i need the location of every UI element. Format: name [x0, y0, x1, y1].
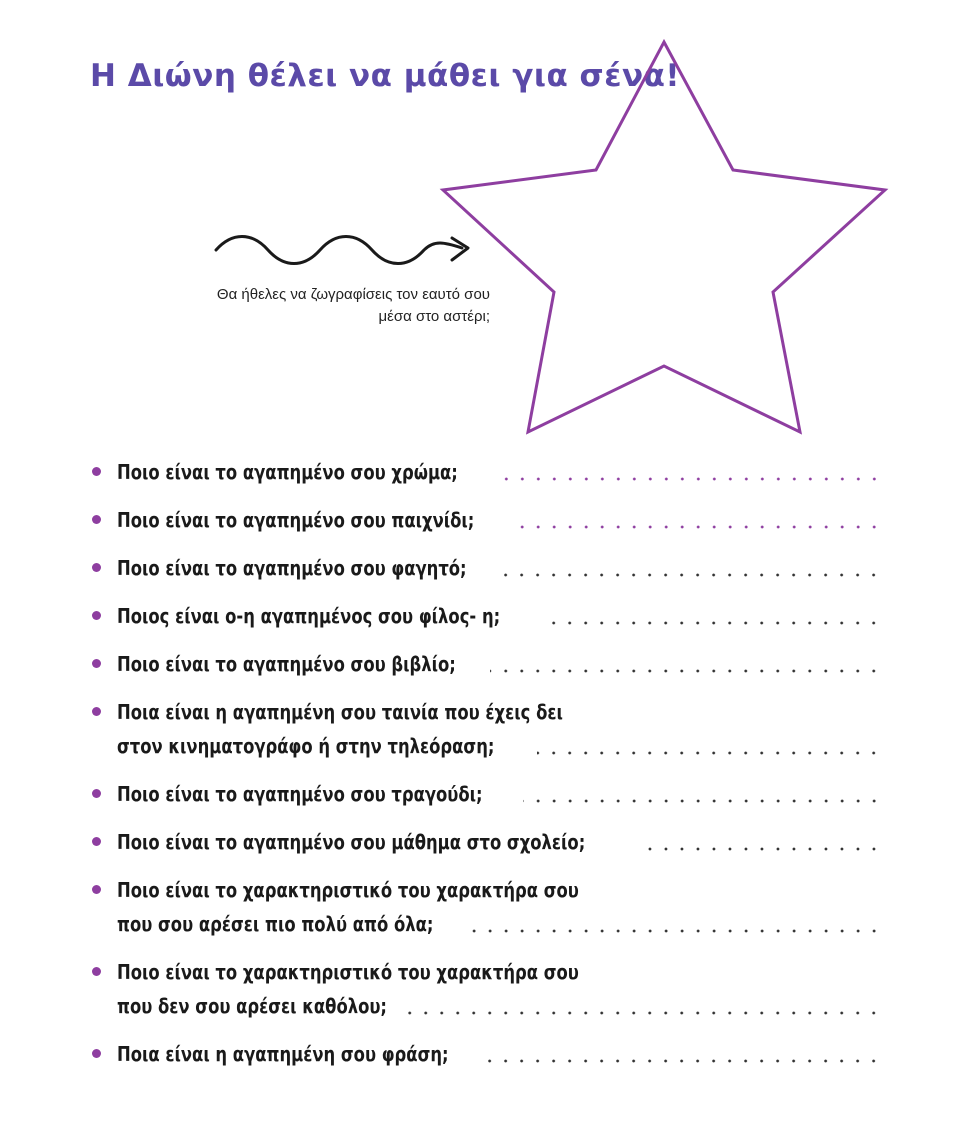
prompt-line-2: μέσα στο αστέρι;	[378, 308, 490, 325]
question-text: Ποιο είναι το αγαπημένο σου παιχνίδι;	[117, 508, 475, 532]
question-item	[92, 455, 882, 489]
question-item	[92, 955, 882, 1023]
question-text: στον κινηματογράφο ή στην τηλεόραση;	[117, 734, 495, 758]
question-body	[117, 551, 882, 585]
answer-row	[117, 825, 882, 859]
answer-dotted-line[interactable]	[481, 1059, 882, 1063]
bullet-dot-icon	[92, 707, 101, 716]
answer-dotted-line[interactable]	[463, 929, 882, 933]
answer-dotted-line[interactable]	[503, 573, 882, 577]
question-body	[117, 1037, 882, 1071]
answer-row	[117, 647, 882, 681]
answer-row	[117, 729, 882, 763]
bullet-dot-icon	[92, 837, 101, 846]
question-item	[92, 695, 882, 763]
bullet-dot-icon	[92, 659, 101, 668]
bullet-dot-icon	[92, 885, 101, 894]
bullet-dot-icon	[92, 563, 101, 572]
question-item	[92, 1037, 882, 1071]
answer-row	[117, 907, 882, 941]
answer-row	[117, 989, 882, 1023]
question-text: Ποιο είναι το χαρακτηριστικό του χαρακτήρα σου	[117, 878, 579, 902]
question-item	[92, 503, 882, 537]
question-body	[117, 955, 882, 1023]
question-body	[117, 873, 882, 941]
bullet-dot-icon	[92, 1049, 101, 1058]
question-item	[92, 647, 882, 681]
question-text: που σου αρέσει πιο πολύ από όλα;	[117, 912, 434, 936]
question-text: Ποιος είναι ο-η αγαπημένος σου φίλος- η;	[117, 604, 501, 628]
answer-dotted-line[interactable]	[544, 621, 882, 625]
bullet-dot-icon	[92, 789, 101, 798]
bullet-dot-icon	[92, 467, 101, 476]
question-body	[117, 777, 882, 811]
answer-dotted-line[interactable]	[523, 799, 882, 803]
question-item	[92, 551, 882, 585]
answer-row	[117, 455, 882, 489]
answer-row	[117, 503, 882, 537]
answer-dotted-line[interactable]	[648, 847, 882, 851]
question-text: Ποιο είναι το αγαπημένο σου φαγητό;	[117, 556, 467, 580]
question-text: Ποιο είναι το χαρακτηριστικό του χαρακτήρα σου	[117, 960, 579, 984]
star-outline-icon[interactable]	[430, 30, 900, 440]
answer-dotted-line[interactable]	[537, 751, 882, 755]
bullet-dot-icon	[92, 515, 101, 524]
page-title: Η Διώνη θέλει να μάθει για σένα!	[90, 58, 680, 94]
prompt-line-1: Θα ήθελες να ζωγραφίσεις τον εαυτό σου	[216, 286, 490, 303]
question-text: Ποιο είναι το αγαπημένο σου χρώμα;	[117, 460, 458, 484]
star-shape	[443, 42, 885, 432]
question-item	[92, 825, 882, 859]
answer-row	[117, 599, 882, 633]
drawing-prompt	[110, 284, 490, 328]
answer-row	[117, 1037, 882, 1071]
question-text: Ποιο είναι το αγαπημένο σου τραγούδι;	[117, 782, 483, 806]
question-body	[117, 647, 882, 681]
question-item	[92, 873, 882, 941]
question-item	[92, 777, 882, 811]
answer-row	[117, 777, 882, 811]
question-text: που δεν σου αρέσει καθόλου;	[117, 994, 387, 1018]
question-text: Ποιο είναι το αγαπημένο σου μάθημα στο σχολείο;	[117, 830, 586, 854]
bullet-dot-icon	[92, 967, 101, 976]
question-body	[117, 455, 882, 489]
bullet-dot-icon	[92, 611, 101, 620]
question-body	[117, 599, 882, 633]
answer-dotted-line[interactable]	[406, 1011, 882, 1015]
question-text: Ποια είναι η αγαπημένη σου ταινία που έχεις δει	[117, 700, 563, 724]
question-list	[92, 455, 882, 1085]
answer-dotted-line[interactable]	[490, 669, 882, 673]
answer-dotted-line[interactable]	[493, 477, 882, 481]
question-text: Ποιο είναι το αγαπημένο σου βιβλίο;	[117, 652, 456, 676]
answer-row	[117, 551, 882, 585]
question-body	[117, 825, 882, 859]
question-item	[92, 599, 882, 633]
answer-dotted-line[interactable]	[513, 525, 882, 529]
squiggly-arrow-icon	[212, 230, 477, 270]
question-text: Ποια είναι η αγαπημένη σου φράση;	[117, 1042, 449, 1066]
question-body	[117, 503, 882, 537]
question-body	[117, 695, 882, 763]
